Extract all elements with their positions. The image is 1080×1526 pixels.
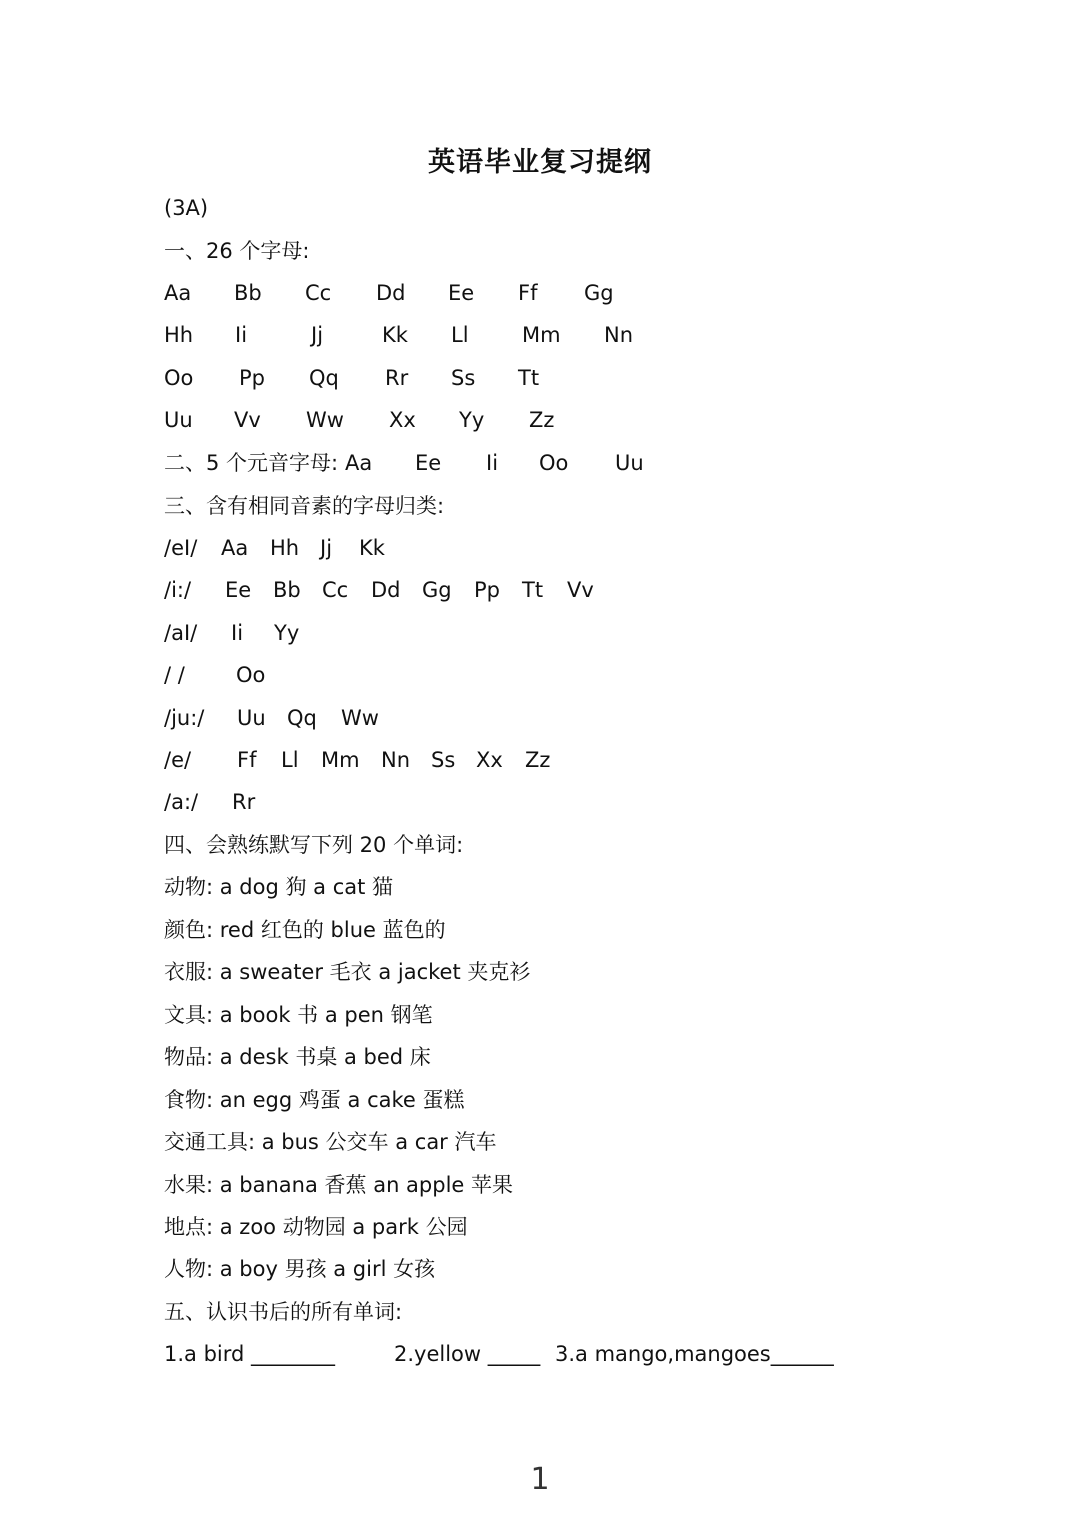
letter-cell: Ll (451, 323, 469, 347)
phoneme-symbol: /a:/ (164, 790, 199, 814)
letter-cell: Zz (529, 408, 555, 432)
letter-cell: Dd (376, 281, 406, 305)
letter-cell: Ss (451, 366, 476, 390)
letter-cell: Yy (274, 621, 300, 645)
letter-cell: Xx (389, 408, 416, 432)
letter-cell: Ss (431, 748, 456, 772)
letter-cell: Aa (164, 281, 192, 305)
letter-cell: Tt (522, 578, 544, 602)
vocab-line: 地点: a zoo 动物园 a park 公园 (164, 1215, 468, 1239)
letter-cell: Pp (239, 366, 265, 390)
vocab-line: 文具: a book 书 a pen 钢笔 (164, 1003, 433, 1027)
vocab-line: 人物: a boy 男孩 a girl 女孩 (164, 1257, 436, 1281)
letter-cell: Oo (164, 366, 194, 390)
letter-cell: Ww (306, 408, 344, 432)
letter-cell: Jj (311, 323, 324, 347)
exercise-item: 2.yellow _____ (394, 1342, 541, 1366)
letter-cell: Nn (604, 323, 634, 347)
phoneme-symbol: /e/ (164, 748, 192, 772)
phoneme-symbol: / / (164, 663, 185, 687)
vowel-cell: Ee (415, 451, 442, 475)
letter-cell: Ff (518, 281, 538, 305)
letter-cell: Rr (385, 366, 409, 390)
section2-heading: 二、5 个元音字母: (164, 451, 339, 475)
letter-cell: Uu (164, 408, 193, 432)
vocab-line: 衣服: a sweater 毛衣 a jacket 夹克衫 (164, 960, 531, 984)
vowel-cell: Oo (539, 451, 569, 475)
letter-cell: Vv (567, 578, 594, 602)
letter-cell: Ee (448, 281, 475, 305)
letter-cell: Bb (234, 281, 262, 305)
letter-cell: Mm (321, 748, 360, 772)
letter-cell: Aa (221, 536, 249, 560)
letter-cell: Yy (459, 408, 485, 432)
page-number: 1 (530, 1462, 550, 1497)
letter-cell: Cc (322, 578, 349, 602)
letter-cell: Ww (341, 706, 379, 730)
exercise-item: 3.a mango,mangoes______ (555, 1342, 834, 1366)
letter-cell: Kk (382, 323, 408, 347)
letter-cell: Dd (371, 578, 401, 602)
phoneme-symbol: /eI/ (164, 536, 198, 560)
phoneme-symbol: /aI/ (164, 621, 198, 645)
letter-cell: Ff (237, 748, 257, 772)
vowel-cell: Aa (345, 451, 373, 475)
letter-cell: Ii (235, 323, 248, 347)
letter-cell: Ll (281, 748, 299, 772)
vocab-line: 水果: a banana 香蕉 an apple 苹果 (164, 1173, 514, 1197)
section1-heading: 一、26 个字母: (164, 239, 310, 263)
letter-cell: Cc (305, 281, 332, 305)
letter-cell: Kk (359, 536, 385, 560)
phoneme-symbol: /ju:/ (164, 706, 205, 730)
letter-cell: Oo (236, 663, 266, 687)
letter-cell: Ee (225, 578, 252, 602)
letter-cell: Ii (231, 621, 244, 645)
section4-heading: 四、会熟练默写下列 20 个单词: (164, 833, 464, 857)
grade-label: (3A) (164, 196, 209, 220)
vowel-cell: Uu (615, 451, 644, 475)
letter-cell: Mm (522, 323, 561, 347)
letter-cell: Pp (474, 578, 500, 602)
letter-cell: Uu (237, 706, 266, 730)
letter-cell: Gg (422, 578, 452, 602)
letter-cell: Hh (270, 536, 300, 560)
letter-cell: Qq (287, 706, 317, 730)
vocab-line: 食物: an egg 鸡蛋 a cake 蛋糕 (164, 1088, 465, 1112)
section3-heading: 三、含有相同音素的字母归类: (164, 494, 445, 518)
letter-cell: Nn (381, 748, 411, 772)
letter-cell: Hh (164, 323, 194, 347)
vocab-line: 颜色: red 红色的 blue 蓝色的 (164, 918, 446, 942)
vocab-line: 交通工具: a bus 公交车 a car 汽车 (164, 1130, 497, 1154)
section5-heading: 五、认识书后的所有单词: (164, 1300, 403, 1324)
exercise-item: 1.a bird ________ (164, 1342, 336, 1366)
letter-cell: Rr (232, 790, 256, 814)
vocab-line: 物品: a desk 书桌 a bed 床 (164, 1045, 431, 1069)
document-title: 英语毕业复习提纲 (428, 147, 652, 178)
letter-cell: Qq (309, 366, 339, 390)
letter-cell: Tt (518, 366, 540, 390)
letter-cell: Xx (476, 748, 503, 772)
vowel-cell: Ii (486, 451, 499, 475)
vocab-line: 动物: a dog 狗 a cat 猫 (164, 875, 394, 899)
letter-cell: Bb (273, 578, 301, 602)
letter-cell: Vv (234, 408, 261, 432)
phoneme-symbol: /i:/ (164, 578, 192, 602)
letter-cell: Jj (320, 536, 333, 560)
letter-cell: Gg (584, 281, 614, 305)
letter-cell: Zz (525, 748, 551, 772)
